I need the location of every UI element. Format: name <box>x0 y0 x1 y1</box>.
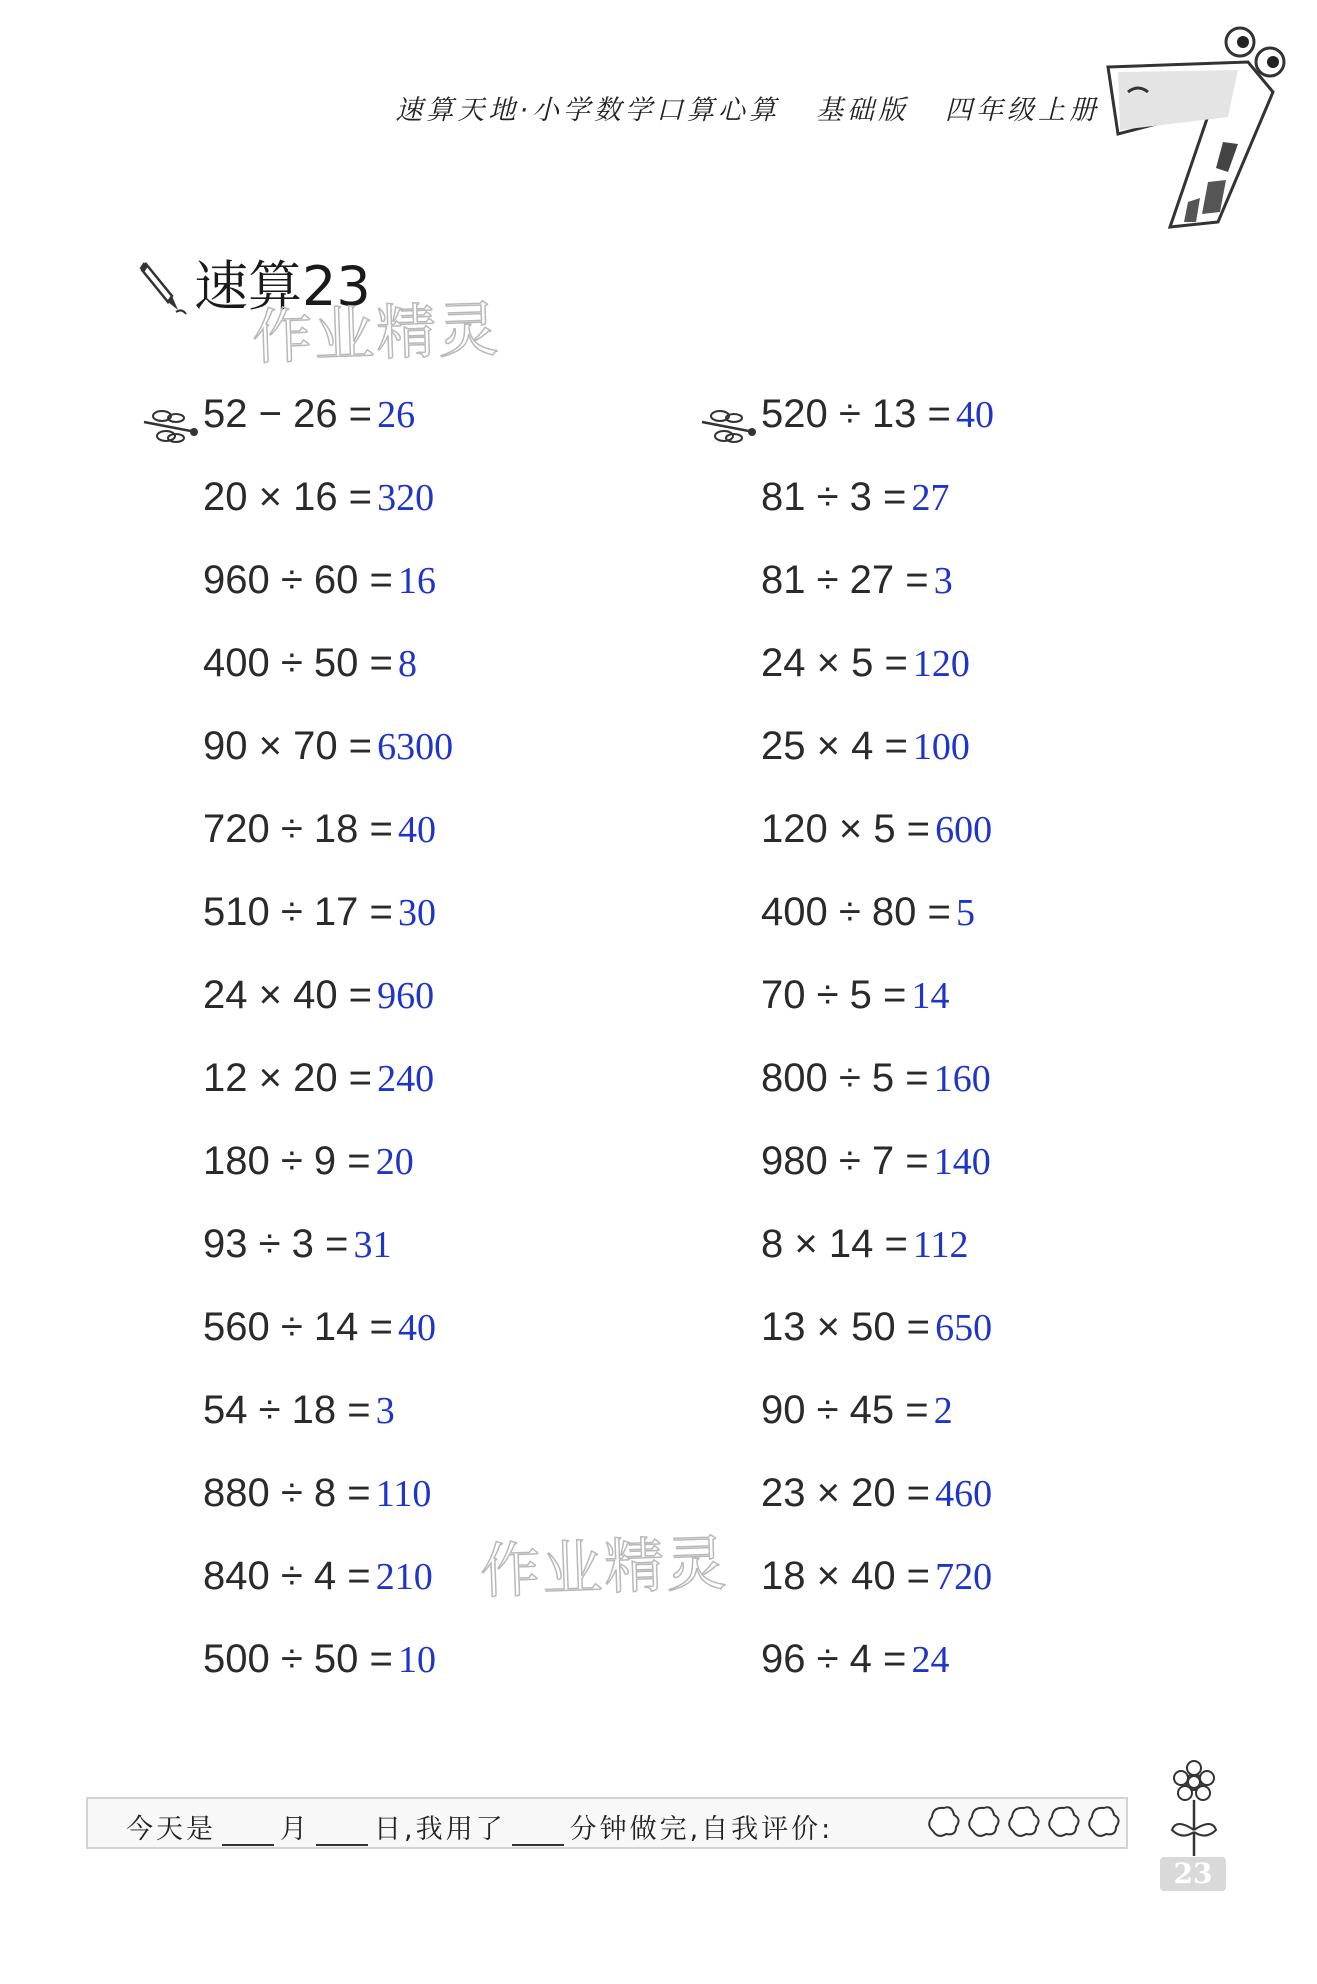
answer: 240 <box>377 1058 435 1100</box>
answer: 2 <box>933 1390 953 1432</box>
answer: 140 <box>933 1141 991 1183</box>
watermark: 作业精灵 <box>479 1528 730 1608</box>
answer: 40 <box>397 809 436 851</box>
answer: 120 <box>912 643 970 685</box>
question: 70 ÷ 5 = <box>761 973 907 1017</box>
exercise-row <box>761 475 994 558</box>
exercise-row <box>761 1637 994 1720</box>
answer: 650 <box>935 1307 993 1349</box>
today-label: 今天是 <box>126 1814 216 1845</box>
rating-flower-icon[interactable] <box>929 1807 958 1836</box>
question: 980 ÷ 7 = <box>761 1139 929 1183</box>
answer: 210 <box>375 1556 433 1598</box>
question: 400 ÷ 80 = <box>761 890 951 934</box>
rating-flower-icon[interactable] <box>969 1807 998 1836</box>
dragonfly-icon <box>140 408 200 448</box>
pencil-icon <box>138 256 188 316</box>
exercise-row <box>203 1222 453 1305</box>
giraffe-seven-icon <box>1098 22 1298 234</box>
exercise-row <box>203 973 453 1056</box>
exercise-row <box>761 807 994 890</box>
answer: 10 <box>397 1639 436 1681</box>
exercise-row <box>761 1388 994 1471</box>
question: 720 ÷ 18 = <box>203 807 393 851</box>
answer: 110 <box>375 1473 432 1515</box>
right-exercise-column <box>761 392 994 1720</box>
book-header <box>0 88 1100 127</box>
exercise-row <box>761 558 994 641</box>
answer: 24 <box>911 1639 950 1681</box>
answer: 20 <box>375 1141 414 1183</box>
answer: 26 <box>377 394 416 436</box>
watermark: 作业精灵 <box>251 294 502 374</box>
dragonfly-icon <box>698 408 758 448</box>
left-exercise-column <box>203 392 453 1720</box>
answer: 112 <box>912 1224 969 1266</box>
book-title: 速算天地·小学数学口算心算 <box>395 95 780 126</box>
answer: 14 <box>911 975 950 1017</box>
question: 880 ÷ 8 = <box>203 1471 371 1515</box>
exercise-row <box>203 1554 453 1637</box>
exercise-row <box>761 1305 994 1388</box>
question: 81 ÷ 3 = <box>761 475 907 519</box>
exercise-row <box>761 1139 994 1222</box>
exercise-row <box>203 890 453 973</box>
question: 90 ÷ 45 = <box>761 1388 929 1432</box>
exercise-row <box>761 890 994 973</box>
exercise-row <box>203 475 453 558</box>
answer: 8 <box>397 643 417 685</box>
exercise-row <box>203 558 453 641</box>
edition-label: 基础版 <box>816 95 909 126</box>
rating-flower-icon[interactable] <box>1009 1807 1038 1836</box>
day-used-label: 日,我用了 <box>374 1814 506 1845</box>
exercise-row <box>761 1554 994 1637</box>
rating-flower-icon[interactable] <box>1049 1807 1078 1836</box>
exercise-row <box>203 1471 453 1554</box>
question: 90 × 70 = <box>203 724 373 768</box>
grade-label: 四年级上册 <box>945 95 1100 126</box>
question: 13 × 50 = <box>761 1305 931 1349</box>
question: 24 × 40 = <box>203 973 373 1017</box>
exercise-row <box>761 1471 994 1554</box>
answer: 160 <box>933 1058 991 1100</box>
self-evaluation-bar <box>86 1783 1146 1853</box>
question: 23 × 20 = <box>761 1471 931 1515</box>
question: 510 ÷ 17 = <box>203 890 393 934</box>
answer: 6300 <box>377 726 454 768</box>
question: 96 ÷ 4 = <box>761 1637 907 1681</box>
question: 52 − 26 = <box>203 392 373 436</box>
answer: 460 <box>935 1473 993 1515</box>
exercise-row <box>203 392 453 475</box>
answer: 100 <box>912 726 970 768</box>
question: 500 ÷ 50 = <box>203 1637 393 1681</box>
question: 18 × 40 = <box>761 1554 931 1598</box>
exercise-row <box>203 1637 453 1720</box>
page-title: 速算23 <box>194 255 371 318</box>
question: 12 × 20 = <box>203 1056 373 1100</box>
question: 960 ÷ 60 = <box>203 558 393 602</box>
question: 800 ÷ 5 = <box>761 1056 929 1100</box>
evaluation-text <box>126 1807 833 1846</box>
exercise-row <box>761 392 994 475</box>
exercise-row <box>203 724 453 807</box>
flower-icon <box>1166 1760 1222 1860</box>
question: 25 × 4 = <box>761 724 908 768</box>
question: 93 ÷ 3 = <box>203 1222 349 1266</box>
question: 120 × 5 = <box>761 807 931 851</box>
answer: 31 <box>353 1224 392 1266</box>
answer: 960 <box>377 975 435 1017</box>
page-number: 23 <box>1160 1857 1226 1891</box>
exercise-row <box>203 1388 453 1471</box>
month-blank[interactable] <box>222 1820 274 1846</box>
exercise-row <box>761 1222 994 1305</box>
answer: 40 <box>955 394 994 436</box>
minutes-done-label: 分钟做完,自我评价: <box>569 1814 834 1845</box>
day-blank[interactable] <box>316 1820 368 1846</box>
answer: 27 <box>911 477 950 519</box>
rating-flowers <box>924 1799 1124 1839</box>
question: 24 × 5 = <box>761 641 908 685</box>
question: 400 ÷ 50 = <box>203 641 393 685</box>
minutes-blank[interactable] <box>512 1820 564 1846</box>
exercise-row <box>761 641 994 724</box>
exercise-row <box>203 1305 453 1388</box>
question: 520 ÷ 13 = <box>761 392 951 436</box>
question: 560 ÷ 14 = <box>203 1305 393 1349</box>
answer: 30 <box>397 892 436 934</box>
answer: 320 <box>377 477 435 519</box>
month-label: 月 <box>280 1814 310 1845</box>
question: 20 × 16 = <box>203 475 373 519</box>
answer: 600 <box>935 809 993 851</box>
answer: 3 <box>375 1390 395 1432</box>
answer: 3 <box>933 560 953 602</box>
question: 840 ÷ 4 = <box>203 1554 371 1598</box>
question: 81 ÷ 27 = <box>761 558 929 602</box>
rating-flower-icon[interactable] <box>1089 1807 1118 1836</box>
answer: 16 <box>397 560 436 602</box>
answer: 40 <box>397 1307 436 1349</box>
exercise-row <box>203 641 453 724</box>
exercise-row <box>761 724 994 807</box>
question: 8 × 14 = <box>761 1222 908 1266</box>
exercise-row <box>203 1139 453 1222</box>
question: 180 ÷ 9 = <box>203 1139 371 1183</box>
exercise-row <box>203 1056 453 1139</box>
answer: 5 <box>955 892 975 934</box>
exercise-row <box>761 1056 994 1139</box>
exercise-row <box>761 973 994 1056</box>
question: 54 ÷ 18 = <box>203 1388 371 1432</box>
answer: 720 <box>935 1556 993 1598</box>
exercise-row <box>203 807 453 890</box>
